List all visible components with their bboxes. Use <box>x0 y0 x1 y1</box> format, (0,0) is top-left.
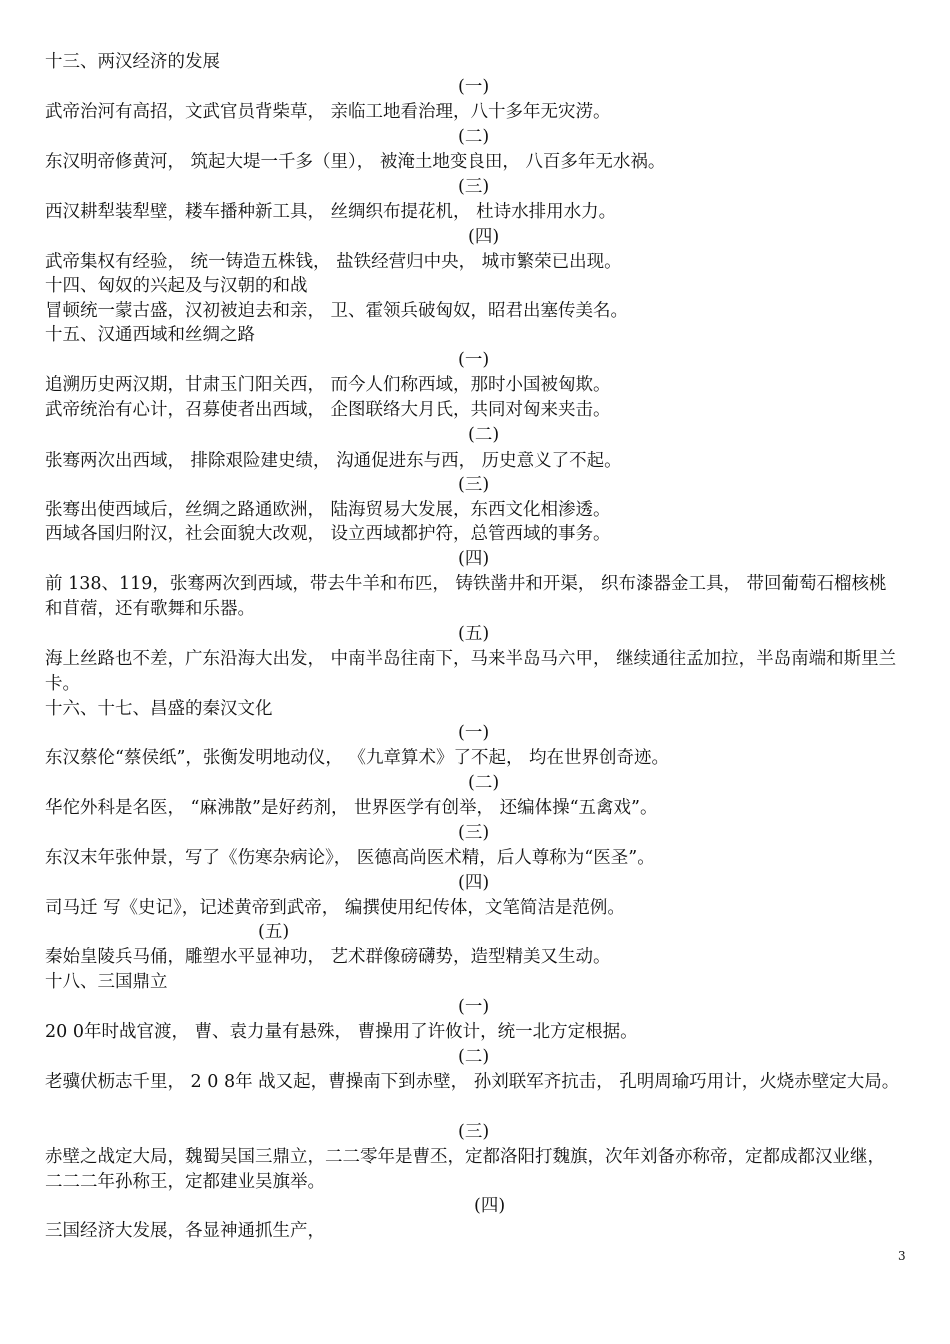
subsection-marker: (一) <box>458 723 490 743</box>
verse-paragraph: 老骥伏枥志千里， 2 0 8年 战又起，曹操南下到赤壁， 孙刘联军齐抗击， 孔明周瑜巧用计，火烧赤壁定大局。 <box>45 1072 900 1092</box>
subsection-marker: (四) <box>474 1196 506 1216</box>
section-heading-13: 十三、两汉经济的发展 <box>45 52 220 72</box>
section-heading-14: 十四、匈奴的兴起及与汉朝的和战 <box>45 276 308 296</box>
section-heading-18: 十八、三国鼎立 <box>45 972 168 992</box>
subsection-marker: (一) <box>458 77 490 97</box>
verse-line: 秦始皇陵兵马俑，雕塑水平显神功， 艺术群像磅礴势，造型精美又生动。 <box>45 947 611 967</box>
verse-line: 西汉耕犁装犁壁，耧车播种新工具， 丝绸织布提花机， 杜诗水排用水力。 <box>45 202 617 222</box>
subsection-marker: (三) <box>458 1122 490 1142</box>
page-number: 3 <box>898 1249 906 1263</box>
verse-line: 武帝集权有经验， 统一铸造五株钱， 盐铁经营归中央， 城市繁荣已出现。 <box>45 252 622 272</box>
verse-line: 东汉蔡伦“蔡侯纸”，张衡发明地动仪， 《九章算术》了不起， 均在世界创奇迹。 <box>45 748 670 768</box>
verse-line: 司马迁 写《史记》，记述黄帝到武帝， 编撰使用纪传体，文笔简洁是范例。 <box>45 898 625 918</box>
subsection-marker: (二) <box>458 1047 490 1067</box>
subsection-marker: (五) <box>258 922 290 942</box>
subsection-marker: (四) <box>458 549 490 569</box>
verse-line: 张骞出使西域后，丝绸之路通欧洲， 陆海贸易大发展，东西文化相渗透。 <box>45 500 611 520</box>
verse-line: 武帝统治有心计，召募使者出西域， 企图联络大月氏，共同对匈来夹击。 <box>45 400 611 420</box>
verse-line: 20 0年时战官渡， 曹、袁力量有悬殊， 曹操用了许攸计，统一北方定根据。 <box>45 1022 638 1042</box>
subsection-marker: (五) <box>458 624 490 644</box>
verse-line: 武帝治河有高招，文武官员背柴草， 亲临工地看治理，八十多年无灾涝。 <box>45 102 611 122</box>
verse-line: 西域各国归附汉，社会面貌大改观， 设立西域都护符，总管西域的事务。 <box>45 524 611 544</box>
subsection-marker: (三) <box>458 177 490 197</box>
verse-line: 三国经济大发展，各显神通抓生产， <box>45 1221 325 1241</box>
subsection-marker: (三) <box>458 475 490 495</box>
verse-line: 东汉末年张仲景，写了《伤寒杂病论》， 医德高尚医术精，后人尊称为“医圣”。 <box>45 848 655 868</box>
subsection-marker: (一) <box>458 350 490 370</box>
section-heading-15: 十五、汉通西域和丝绸之路 <box>45 325 255 345</box>
subsection-marker: (二) <box>468 425 500 445</box>
verse-line: 东汉明帝修黄河， 筑起大堤一千多（里）， 被淹土地变良田， 八百多年无水祸。 <box>45 152 666 172</box>
subsection-marker: (四) <box>458 873 490 893</box>
verse-line: 冒顿统一蒙古盛，汉初被迫去和亲， 卫、霍领兵破匈奴，昭君出塞传美名。 <box>45 301 629 321</box>
verse-paragraph: 海上丝路也不差，广东沿海大出发， 中南半岛往南下，马来半岛马六甲， 继续通往孟加拉，半岛南端和斯里兰卡。 <box>45 649 897 694</box>
subsection-marker: (二) <box>458 127 490 147</box>
section-heading-16-17: 十六、十七、昌盛的秦汉文化 <box>45 699 273 719</box>
subsection-marker: (一) <box>458 997 490 1017</box>
verse-line: 华佗外科是名医， “麻沸散”是好药剂， 世界医学有创举， 还编体操“五禽戏”。 <box>45 798 658 818</box>
verse-line: 张骞两次出西域， 排除艰险建史绩， 沟通促进东与西， 历史意义了不起。 <box>45 451 622 471</box>
subsection-marker: (三) <box>458 823 490 843</box>
verse-line: 追溯历史两汉期，甘肃玉门阳关西， 而今人们称西域，那时小国被匈欺。 <box>45 375 611 395</box>
verse-paragraph: 前 138、119，张骞两次到西域，带去牛羊和布匹， 铸铁凿井和开渠， 织布漆器金工具， 带回葡萄石榴核桃和苜蓿，还有歌舞和乐器。 <box>45 574 887 619</box>
subsection-marker: (四) <box>468 227 500 247</box>
verse-paragraph: 赤壁之战定大局，魏蜀吴国三鼎立，二二零年是曹丕，定都洛阳打魏旗，次年刘备亦称帝，定都成都汉业继，二二二年孙称王，定都建业吴旗举。 <box>45 1147 885 1192</box>
subsection-marker: (二) <box>468 773 500 793</box>
